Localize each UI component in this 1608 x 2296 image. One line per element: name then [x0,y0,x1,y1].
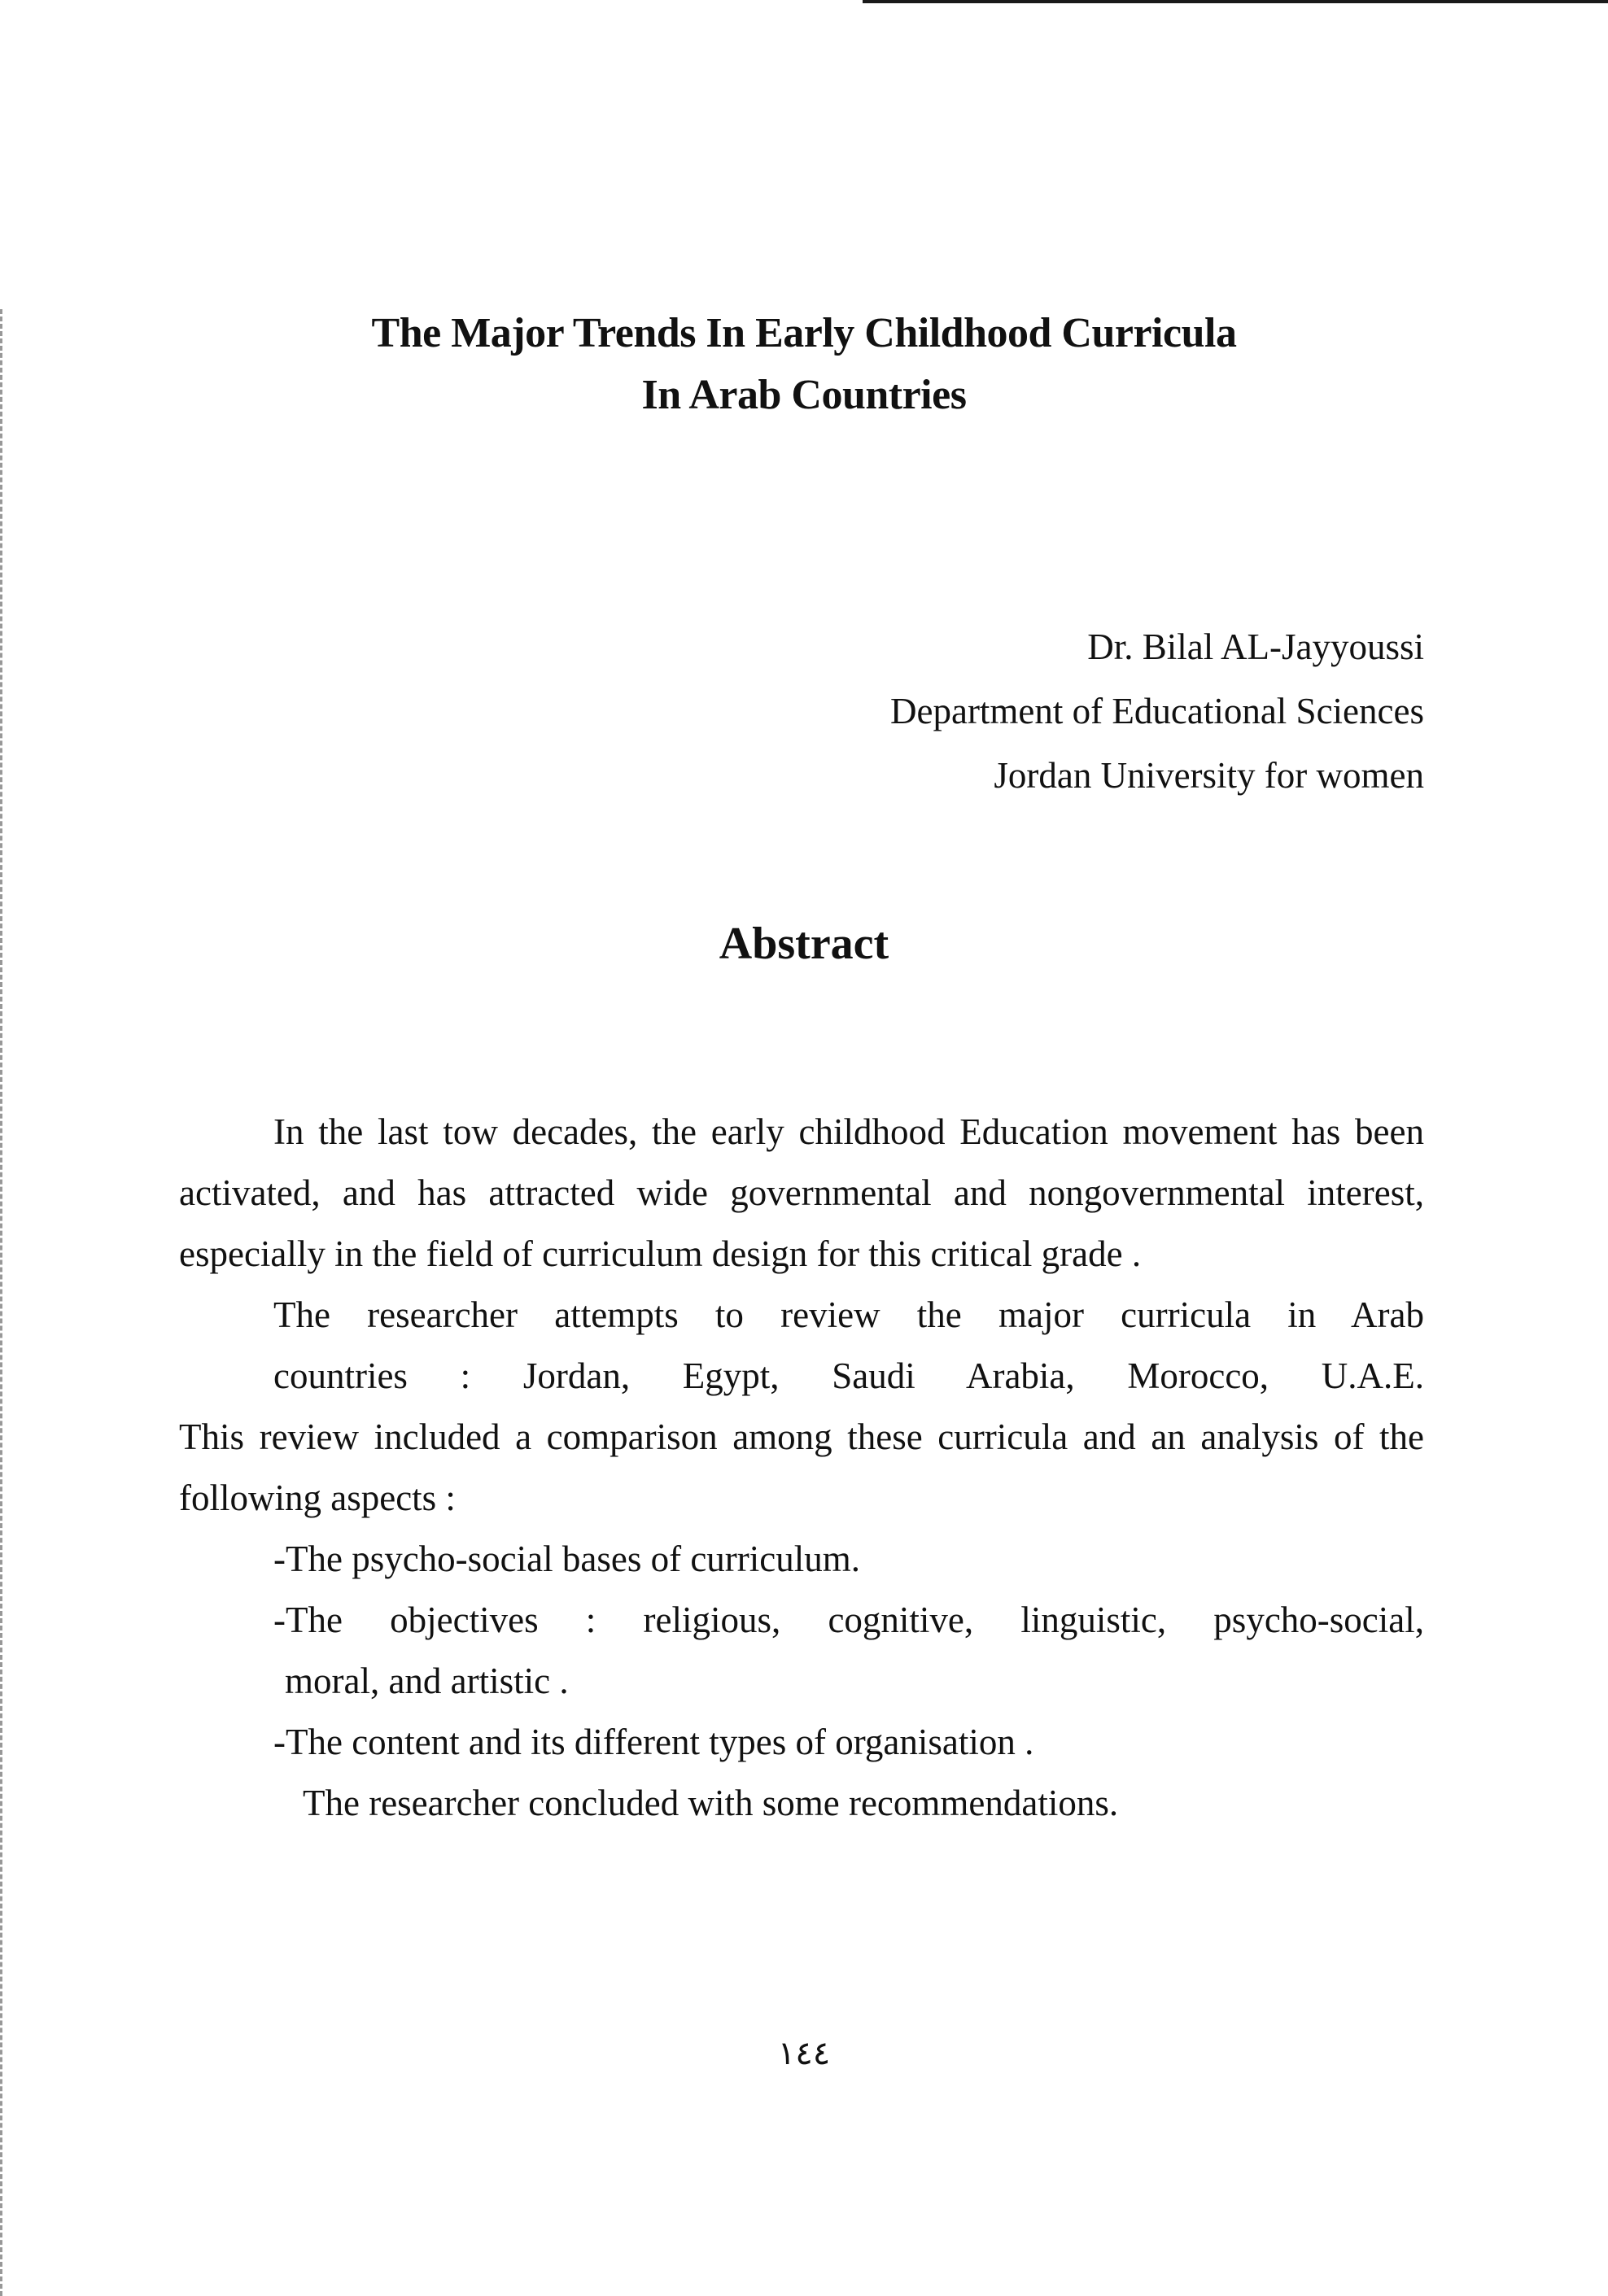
paper-title [0,303,1608,426]
aspect-item-objectives-line-2: moral, and artistic . [285,1661,569,1701]
paper-title-line-2: In Arab Countries [641,372,967,418]
aspect-item-objectives [179,1590,1424,1712]
scan-binding-edge [0,309,9,2296]
top-border-line [863,0,1608,3]
abstract-paragraph-2-line-1: The researcher attempts to review the major curricula in Arab [273,1294,1424,1335]
author-institution: Jordan University for women [994,755,1424,796]
abstract-paragraph-2 [179,1285,1424,1529]
author-department: Department of Educational Sciences [890,691,1424,731]
paper-title-line-1: The Major Trends In Early Childhood Curricula [371,310,1237,356]
page-number: ١٤٤ [777,2035,831,2071]
aspect-item-objectives-line-1: -The objectives : religious, cognitive, linguistic, psycho-social, [273,1600,1424,1640]
aspect-item-content: -The content and its different types of organisation . [273,1722,1034,1762]
abstract-paragraph-2-rest: This review included a comparison among these curricula and an analysis of the following aspects : [179,1416,1424,1518]
abstract-body [179,1102,1424,1834]
author-block [890,615,1424,808]
abstract-heading: Abstract [719,919,889,969]
aspect-item-bases: -The psycho-social bases of curriculum. [273,1539,861,1579]
abstract-paragraph-2-line-2: countries : Jordan, Egypt, Saudi Arabia, Morocco, U.A.E. [273,1355,1424,1396]
abstract-paragraph-1: In the last tow decades, the early childhood Education movement has been activated, and has attracted wide governmental and nongovernmental interest, especially in the field of curriculum design for this critical grade . [179,1111,1424,1274]
abstract-conclusion: The researcher concluded with some recommendations. [303,1783,1119,1823]
author-name: Dr. Bilal AL-Jayyoussi [1087,626,1424,667]
